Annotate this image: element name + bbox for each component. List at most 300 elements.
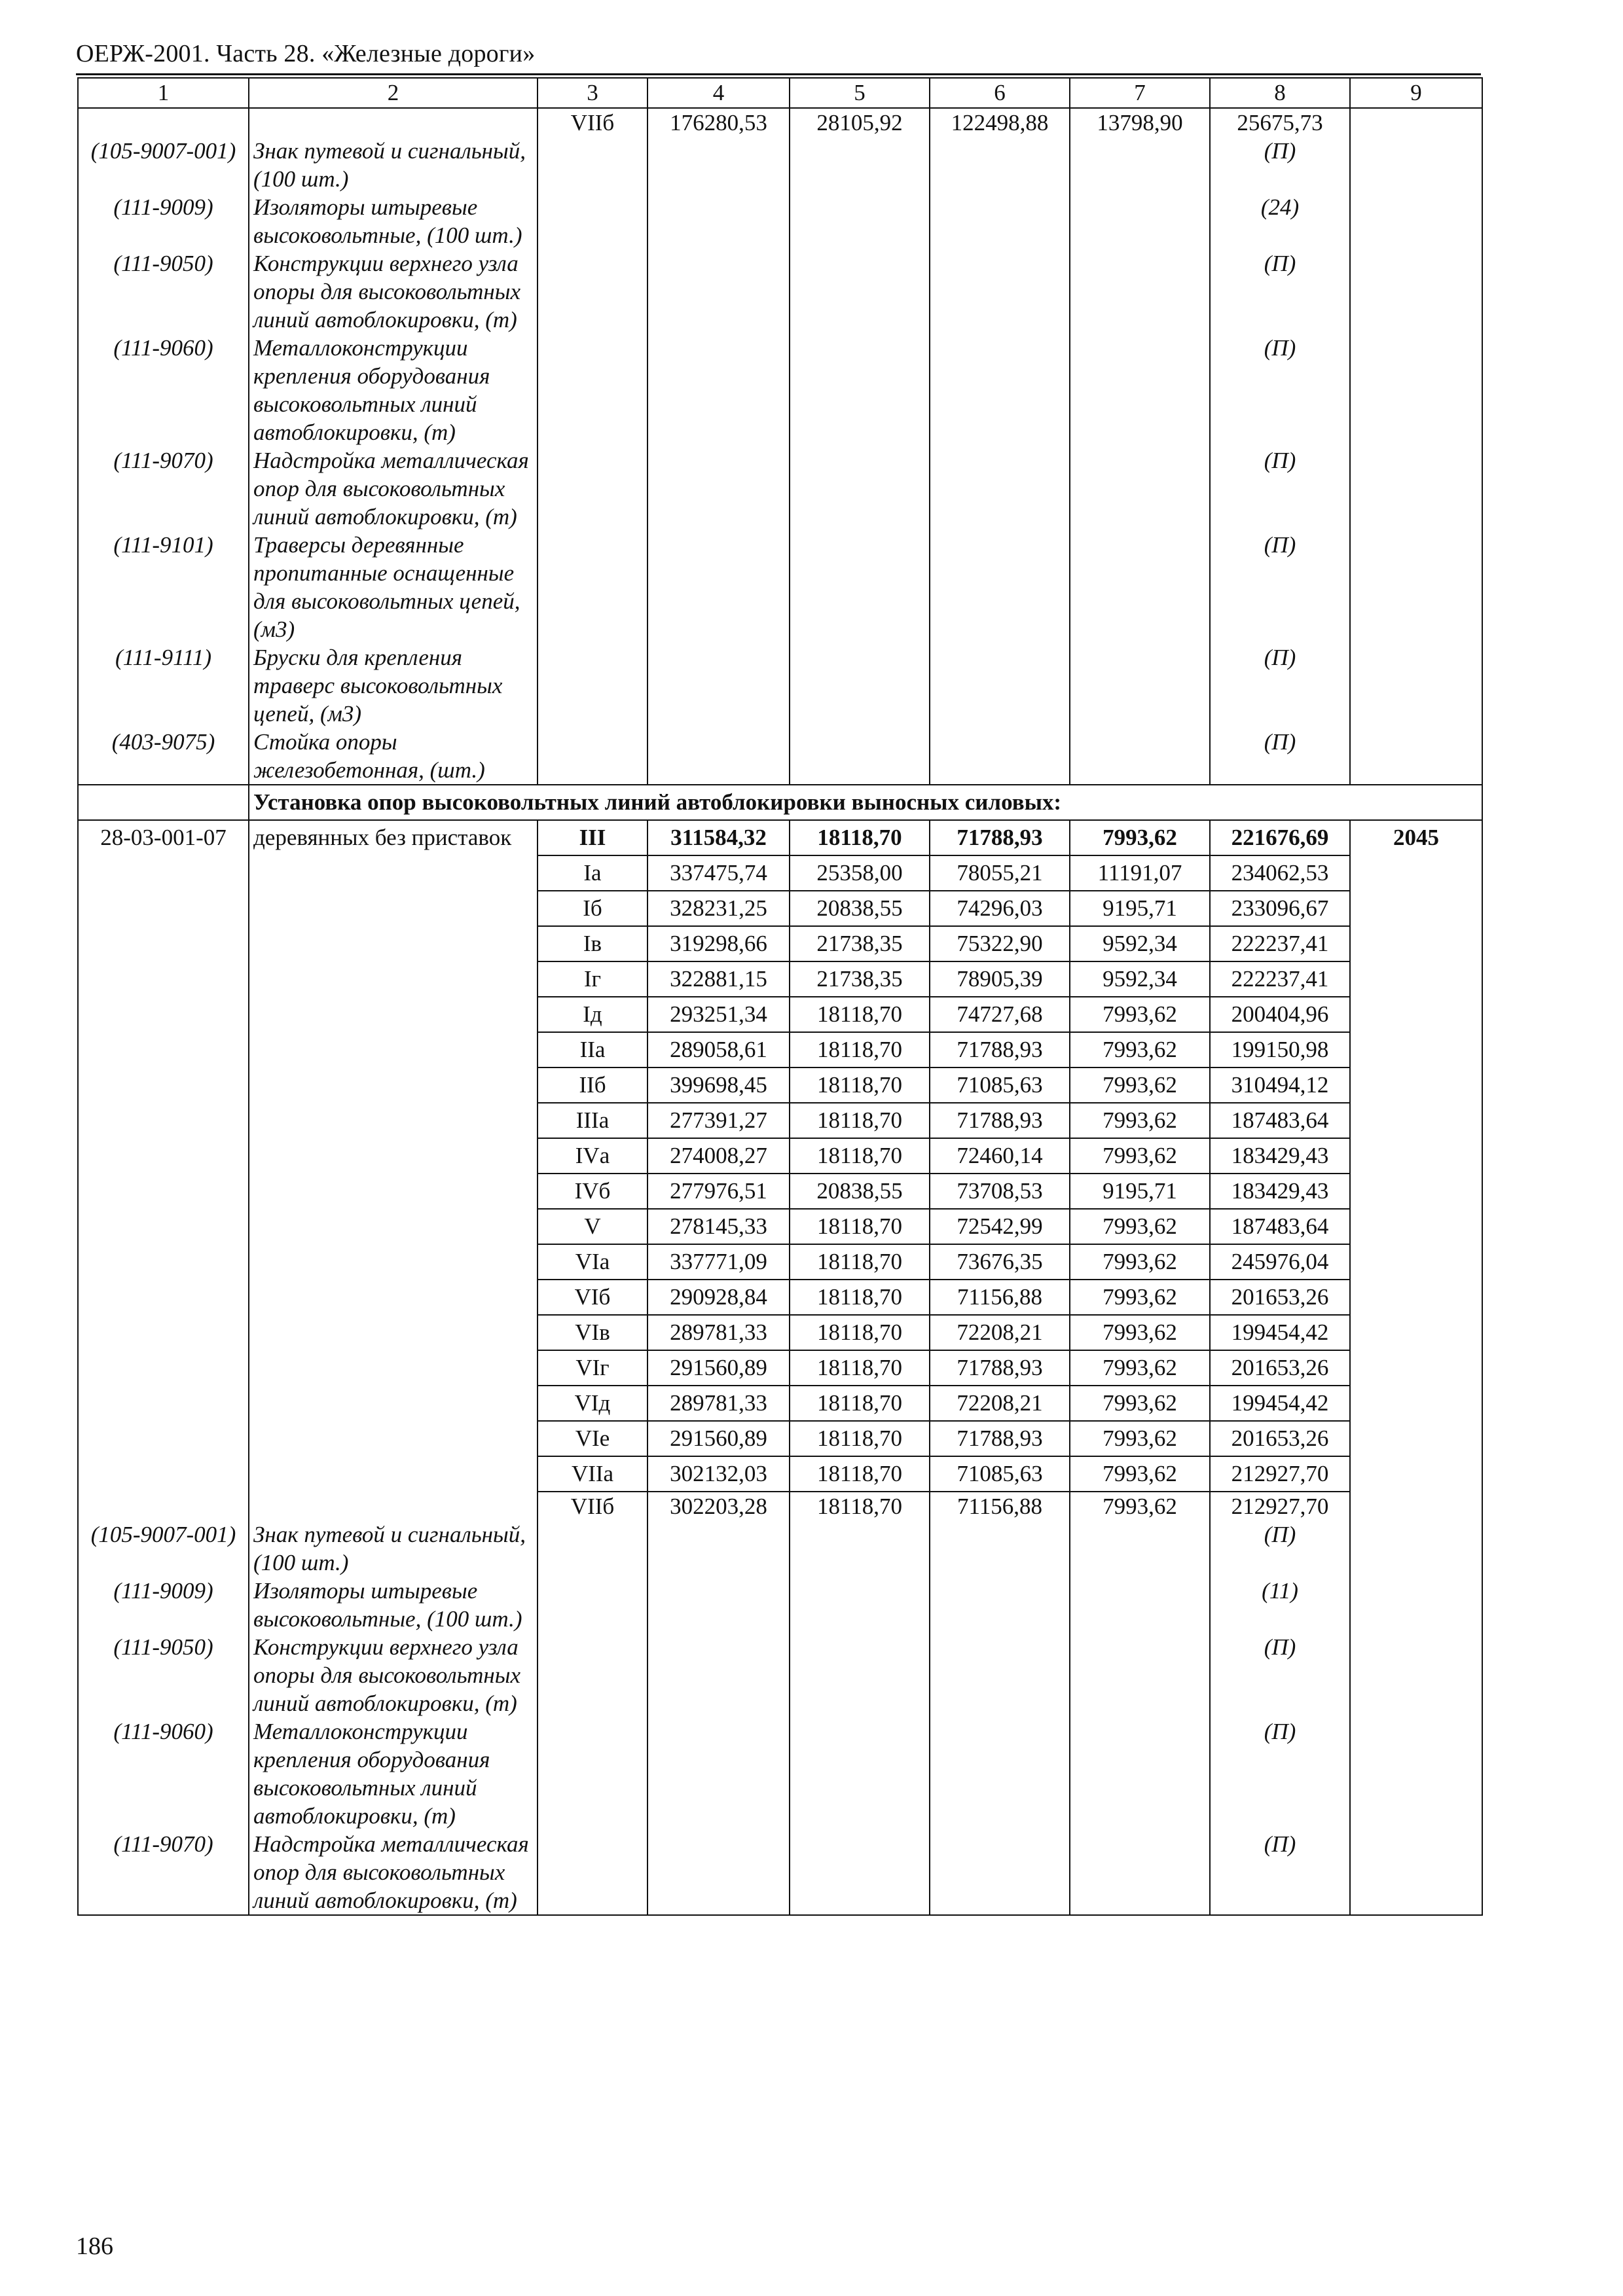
machine-cost-cell: 74296,03: [930, 891, 1070, 926]
grade-cell: VIд: [538, 1386, 647, 1421]
table-row: [78, 1174, 1482, 1209]
code-cell: [78, 855, 249, 891]
grade-cell: VIб: [538, 1280, 647, 1315]
driver-wages-cell: 7993,62: [1070, 1138, 1210, 1174]
table-row: [78, 926, 1482, 961]
resource-row: [78, 1717, 1482, 1830]
code-cell: [78, 1138, 249, 1174]
wages-cell: 18118,70: [790, 1138, 930, 1174]
header-rule: [76, 73, 1481, 75]
resource-row: [78, 249, 1482, 334]
table-row: [78, 1280, 1482, 1315]
machine-cost-cell: 71788,93: [930, 1421, 1070, 1456]
empty-cell: [1070, 334, 1210, 446]
empty-cell: [1350, 334, 1482, 446]
code-cell: [78, 961, 249, 997]
empty-cell: [647, 728, 790, 785]
labor-cell: [1350, 1032, 1482, 1067]
labor-cell: [1350, 1067, 1482, 1103]
empty-cell: [1070, 249, 1210, 334]
driver-wages-cell: 7993,62: [1070, 1032, 1210, 1067]
code-cell: [78, 1174, 249, 1209]
labor-cell: [1350, 1103, 1482, 1138]
grade-cell: III: [538, 820, 647, 855]
empty-cell: [538, 1830, 647, 1915]
machine-cost-cell: 72208,21: [930, 1315, 1070, 1350]
materials-cost-cell: 183429,43: [1210, 1138, 1350, 1174]
materials-cost-cell: 199150,98: [1210, 1032, 1350, 1067]
name-cell: [249, 1138, 538, 1174]
empty-cell: [790, 728, 930, 785]
empty-cell: [1350, 531, 1482, 643]
resource-row: [78, 643, 1482, 728]
resource-row: [78, 446, 1482, 531]
materials-cost-cell: 222237,41: [1210, 961, 1350, 997]
code-cell: [78, 1315, 249, 1350]
machine-cost-cell: 72542,99: [930, 1209, 1070, 1244]
empty-cell: [1350, 193, 1482, 249]
grade-cell: IIа: [538, 1032, 647, 1067]
total-cost-cell: 328231,25: [647, 891, 790, 926]
total-cost-cell: 311584,32: [647, 820, 790, 855]
labor-cell: [1350, 1456, 1482, 1492]
column-number: 6: [930, 78, 1070, 108]
resource-value: (П): [1210, 728, 1350, 785]
materials-cost-cell: 200404,96: [1210, 997, 1350, 1032]
labor-cell: [1350, 1350, 1482, 1386]
resource-code: (111-9060): [78, 1717, 249, 1830]
column-number: 2: [249, 78, 538, 108]
empty-cell: [790, 1520, 930, 1577]
driver-wages-cell: 7993,62: [1070, 997, 1210, 1032]
name-cell: [249, 1244, 538, 1280]
column-number: 3: [538, 78, 647, 108]
table-row: [78, 1386, 1482, 1421]
machine-cost-cell: 73708,53: [930, 1174, 1070, 1209]
materials-cost-cell: 199454,42: [1210, 1386, 1350, 1421]
empty-cell: [647, 1830, 790, 1915]
column-number: 5: [790, 78, 930, 108]
empty-cell: [538, 193, 647, 249]
materials-cost-cell: 201653,26: [1210, 1421, 1350, 1456]
name-cell: деревянных без приставок: [249, 820, 538, 855]
code-cell: [78, 1280, 249, 1315]
wages-cell: 28105,92: [790, 108, 930, 137]
code-cell: [78, 1386, 249, 1421]
resource-name: Металлоконструкции крепления оборудования высоковольтных линий автоблокировки, (т): [249, 1717, 538, 1830]
resource-code: (111-9060): [78, 334, 249, 446]
resource-row: [78, 728, 1482, 785]
resource-code: (111-9111): [78, 643, 249, 728]
resource-code: (111-9070): [78, 1830, 249, 1915]
name-cell: [249, 1032, 538, 1067]
empty-cell: [930, 334, 1070, 446]
machine-cost-cell: 71085,63: [930, 1456, 1070, 1492]
total-cost-cell: 322881,15: [647, 961, 790, 997]
empty-cell: [647, 1577, 790, 1633]
machine-cost-cell: 71156,88: [930, 1280, 1070, 1315]
resource-code: (105-9007-001): [78, 1520, 249, 1577]
driver-wages-cell: 7993,62: [1070, 1421, 1210, 1456]
resource-value: (11): [1210, 1577, 1350, 1633]
table-row: [78, 1456, 1482, 1492]
wages-cell: 18118,70: [790, 1067, 930, 1103]
empty-cell: [538, 334, 647, 446]
total-cost-cell: 302203,28: [647, 1492, 790, 1520]
materials-cost-cell: 233096,67: [1210, 891, 1350, 926]
empty-cell: [790, 249, 930, 334]
empty-cell: [647, 249, 790, 334]
grade-cell: V: [538, 1209, 647, 1244]
labor-cell: [1350, 997, 1482, 1032]
driver-wages-cell: 7993,62: [1070, 820, 1210, 855]
code-cell: [78, 1032, 249, 1067]
driver-wages-cell: 7993,62: [1070, 1492, 1210, 1520]
name-cell: [249, 1209, 538, 1244]
code-cell: [78, 1492, 249, 1520]
empty-cell: [1350, 249, 1482, 334]
code-cell: [78, 1209, 249, 1244]
machine-cost-cell: 71085,63: [930, 1067, 1070, 1103]
empty-cell: [538, 728, 647, 785]
name-cell: [249, 997, 538, 1032]
labor-cell: [1350, 108, 1482, 137]
resource-value: (П): [1210, 249, 1350, 334]
empty-cell: [1350, 1577, 1482, 1633]
empty-cell: [790, 1830, 930, 1915]
wages-cell: 18118,70: [790, 1386, 930, 1421]
resource-code: (403-9075): [78, 728, 249, 785]
machine-cost-cell: 71788,93: [930, 820, 1070, 855]
total-cost-cell: 289781,33: [647, 1315, 790, 1350]
wages-cell: 25358,00: [790, 855, 930, 891]
resource-row: [78, 193, 1482, 249]
empty-cell: [1350, 1633, 1482, 1717]
materials-cost-cell: 245976,04: [1210, 1244, 1350, 1280]
empty-cell: [1350, 137, 1482, 193]
column-number: 8: [1210, 78, 1350, 108]
empty-cell: [930, 446, 1070, 531]
resource-name: Конструкции верхнего узла опоры для высоковольтных линий автоблокировки, (т): [249, 1633, 538, 1717]
empty-cell: [790, 643, 930, 728]
resource-name: Конструкции верхнего узла опоры для высоковольтных линий автоблокировки, (т): [249, 249, 538, 334]
empty-cell: [538, 1520, 647, 1577]
grade-cell: VIIб: [538, 108, 647, 137]
resource-code: (111-9050): [78, 1633, 249, 1717]
code-cell: [78, 997, 249, 1032]
empty-cell: [647, 643, 790, 728]
materials-cost-cell: 222237,41: [1210, 926, 1350, 961]
empty-cell: [790, 446, 930, 531]
name-cell: [249, 1350, 538, 1386]
machine-cost-cell: 73676,35: [930, 1244, 1070, 1280]
table-row: [78, 1067, 1482, 1103]
empty-cell: [1070, 1717, 1210, 1830]
materials-cost-cell: 201653,26: [1210, 1280, 1350, 1315]
total-cost-cell: 277976,51: [647, 1174, 790, 1209]
table-row: [78, 1138, 1482, 1174]
resource-value: (П): [1210, 643, 1350, 728]
grade-cell: Iа: [538, 855, 647, 891]
empty-cell: [538, 1633, 647, 1717]
driver-wages-cell: 9195,71: [1070, 891, 1210, 926]
labor-cell: [1350, 1174, 1482, 1209]
name-cell: [249, 1421, 538, 1456]
labor-cell: [1350, 891, 1482, 926]
empty-cell: [538, 643, 647, 728]
empty-cell: [538, 531, 647, 643]
empty-cell: [930, 1717, 1070, 1830]
wages-cell: 18118,70: [790, 1103, 930, 1138]
empty-cell: [790, 1717, 930, 1830]
name-cell: [249, 1174, 538, 1209]
labor-cell: [1350, 926, 1482, 961]
materials-cost-cell: 183429,43: [1210, 1174, 1350, 1209]
resource-code: (111-9070): [78, 446, 249, 531]
driver-wages-cell: 7993,62: [1070, 1209, 1210, 1244]
empty-cell: [647, 334, 790, 446]
materials-cost-cell: 199454,42: [1210, 1315, 1350, 1350]
empty-cell: [1350, 1830, 1482, 1915]
materials-cost-cell: 221676,69: [1210, 820, 1350, 855]
code-cell: 28-03-001-07: [78, 820, 249, 855]
grade-cell: Iг: [538, 961, 647, 997]
resource-value: (П): [1210, 1520, 1350, 1577]
labor-cell: [1350, 1315, 1482, 1350]
labor-cell: [1350, 1280, 1482, 1315]
grade-cell: VIIа: [538, 1456, 647, 1492]
code-cell: [78, 108, 249, 137]
labor-cell: [1350, 1386, 1482, 1421]
empty-cell: [647, 1520, 790, 1577]
total-cost-cell: 291560,89: [647, 1421, 790, 1456]
empty-cell: [930, 1520, 1070, 1577]
column-number-row: [78, 78, 1482, 108]
resource-row: [78, 1577, 1482, 1633]
total-cost-cell: 289781,33: [647, 1386, 790, 1421]
materials-cost-cell: 201653,26: [1210, 1350, 1350, 1386]
empty-cell: [1350, 1520, 1482, 1577]
machine-cost-cell: 72460,14: [930, 1138, 1070, 1174]
empty-cell: [790, 1577, 930, 1633]
empty-cell: [790, 193, 930, 249]
grade-cell: IIб: [538, 1067, 647, 1103]
total-cost-cell: 319298,66: [647, 926, 790, 961]
empty-cell: [1070, 1577, 1210, 1633]
empty-cell: [538, 249, 647, 334]
table-row: [78, 820, 1482, 855]
empty-cell: [930, 1830, 1070, 1915]
code-cell: [78, 926, 249, 961]
machine-cost-cell: 71156,88: [930, 1492, 1070, 1520]
grade-cell: VIа: [538, 1244, 647, 1280]
table-row: [78, 1350, 1482, 1386]
resource-row: [78, 1520, 1482, 1577]
labor-cell: [1350, 961, 1482, 997]
materials-cost-cell: 234062,53: [1210, 855, 1350, 891]
resource-name: Изоляторы штыревые высоковольтные, (100 шт.): [249, 1577, 538, 1633]
total-cost-cell: 293251,34: [647, 997, 790, 1032]
table-body: [78, 78, 1482, 1915]
driver-wages-cell: 9195,71: [1070, 1174, 1210, 1209]
column-number: 1: [78, 78, 249, 108]
empty-cell: [930, 728, 1070, 785]
empty-cell: [1070, 531, 1210, 643]
resource-value: (П): [1210, 137, 1350, 193]
table-row: [78, 855, 1482, 891]
table-row: [78, 1103, 1482, 1138]
total-cost-cell: 337475,74: [647, 855, 790, 891]
name-cell: [249, 108, 538, 137]
table-row: [78, 1421, 1482, 1456]
labor-cell: [1350, 1209, 1482, 1244]
empty-cell: [930, 193, 1070, 249]
labor-cell: [1350, 1244, 1482, 1280]
table-row: [78, 997, 1482, 1032]
resource-name: Знак путевой и сигнальный, (100 шт.): [249, 137, 538, 193]
grade-cell: Iв: [538, 926, 647, 961]
total-cost-cell: 290928,84: [647, 1280, 790, 1315]
total-cost-cell: 274008,27: [647, 1138, 790, 1174]
grade-cell: VIе: [538, 1421, 647, 1456]
total-cost-cell: 302132,03: [647, 1456, 790, 1492]
materials-cost-cell: 187483,64: [1210, 1103, 1350, 1138]
wages-cell: 18118,70: [790, 1315, 930, 1350]
machine-cost-cell: 122498,88: [930, 108, 1070, 137]
wages-cell: 18118,70: [790, 997, 930, 1032]
labor-cell: 2045: [1350, 820, 1482, 855]
labor-cell: [1350, 1138, 1482, 1174]
code-cell: [78, 1244, 249, 1280]
wages-cell: 18118,70: [790, 1350, 930, 1386]
resource-code: (111-9009): [78, 1577, 249, 1633]
empty-cell: [647, 446, 790, 531]
code-cell: [78, 1103, 249, 1138]
machine-cost-cell: 75322,90: [930, 926, 1070, 961]
empty-cell: [930, 531, 1070, 643]
wages-cell: 18118,70: [790, 1421, 930, 1456]
table-row: [78, 961, 1482, 997]
empty-cell: [1070, 446, 1210, 531]
resource-value: (П): [1210, 1717, 1350, 1830]
table-row: [78, 1492, 1482, 1520]
resource-code: (111-9009): [78, 193, 249, 249]
materials-cost-cell: 187483,64: [1210, 1209, 1350, 1244]
name-cell: [249, 1067, 538, 1103]
wages-cell: 18118,70: [790, 1456, 930, 1492]
column-number: 4: [647, 78, 790, 108]
machine-cost-cell: 71788,93: [930, 1032, 1070, 1067]
empty-cell: [1350, 1717, 1482, 1830]
empty-cell: [1070, 1520, 1210, 1577]
grade-cell: VIв: [538, 1315, 647, 1350]
total-cost-cell: 289058,61: [647, 1032, 790, 1067]
empty-cell: [790, 137, 930, 193]
machine-cost-cell: 78905,39: [930, 961, 1070, 997]
materials-cost-cell: 310494,12: [1210, 1067, 1350, 1103]
driver-wages-cell: 7993,62: [1070, 1067, 1210, 1103]
table-row: [78, 891, 1482, 926]
grade-cell: IIIа: [538, 1103, 647, 1138]
name-cell: [249, 1103, 538, 1138]
table-row: [78, 108, 1482, 137]
driver-wages-cell: 7993,62: [1070, 1386, 1210, 1421]
machine-cost-cell: 71788,93: [930, 1103, 1070, 1138]
table-row: [78, 1209, 1482, 1244]
grade-cell: IVб: [538, 1174, 647, 1209]
resource-value: (П): [1210, 531, 1350, 643]
empty-cell: [1350, 643, 1482, 728]
machine-cost-cell: 74727,68: [930, 997, 1070, 1032]
table-row: [78, 1315, 1482, 1350]
name-cell: [249, 1456, 538, 1492]
empty-cell: [538, 446, 647, 531]
total-cost-cell: 277391,27: [647, 1103, 790, 1138]
empty-cell: [647, 531, 790, 643]
empty-cell: [790, 531, 930, 643]
wages-cell: 18118,70: [790, 1032, 930, 1067]
driver-wages-cell: 9592,34: [1070, 961, 1210, 997]
name-cell: [249, 961, 538, 997]
empty-cell: [1070, 728, 1210, 785]
empty-cell: [930, 249, 1070, 334]
resource-code: (111-9050): [78, 249, 249, 334]
wages-cell: 18118,70: [790, 1280, 930, 1315]
table-row: [78, 1244, 1482, 1280]
code-cell: [78, 891, 249, 926]
materials-cost-cell: 25675,73: [1210, 108, 1350, 137]
resource-code: (105-9007-001): [78, 137, 249, 193]
empty-cell: [930, 643, 1070, 728]
code-cell: [78, 1350, 249, 1386]
driver-wages-cell: 7993,62: [1070, 1244, 1210, 1280]
table-row: [78, 1032, 1482, 1067]
resource-row: [78, 137, 1482, 193]
wages-cell: 21738,35: [790, 961, 930, 997]
empty-cell: [647, 137, 790, 193]
column-number: 7: [1070, 78, 1210, 108]
empty-cell: [538, 1577, 647, 1633]
driver-wages-cell: 7993,62: [1070, 1103, 1210, 1138]
name-cell: [249, 1315, 538, 1350]
wages-cell: 18118,70: [790, 820, 930, 855]
total-cost-cell: 399698,45: [647, 1067, 790, 1103]
total-cost-cell: 278145,33: [647, 1209, 790, 1244]
page-number: 186: [76, 2233, 113, 2260]
wages-cell: 20838,55: [790, 891, 930, 926]
section-header-row: [78, 785, 1482, 820]
wages-cell: 18118,70: [790, 1244, 930, 1280]
wages-cell: 18118,70: [790, 1209, 930, 1244]
empty-cell: [647, 1717, 790, 1830]
name-cell: [249, 1386, 538, 1421]
empty-cell: [647, 1633, 790, 1717]
empty-cell: [930, 1633, 1070, 1717]
empty-cell: [647, 193, 790, 249]
resource-row: [78, 334, 1482, 446]
labor-cell: [1350, 1492, 1482, 1520]
grade-cell: Iд: [538, 997, 647, 1032]
section-title: Установка опор высоковольтных линий автоблокировки выносных силовых:: [249, 785, 1482, 820]
empty-cell: [790, 1633, 930, 1717]
name-cell: [249, 1492, 538, 1520]
driver-wages-cell: 7993,62: [1070, 1315, 1210, 1350]
resource-value: (24): [1210, 193, 1350, 249]
empty-cell: [790, 334, 930, 446]
grade-cell: VIIб: [538, 1492, 647, 1520]
grade-cell: VIг: [538, 1350, 647, 1386]
name-cell: [249, 855, 538, 891]
